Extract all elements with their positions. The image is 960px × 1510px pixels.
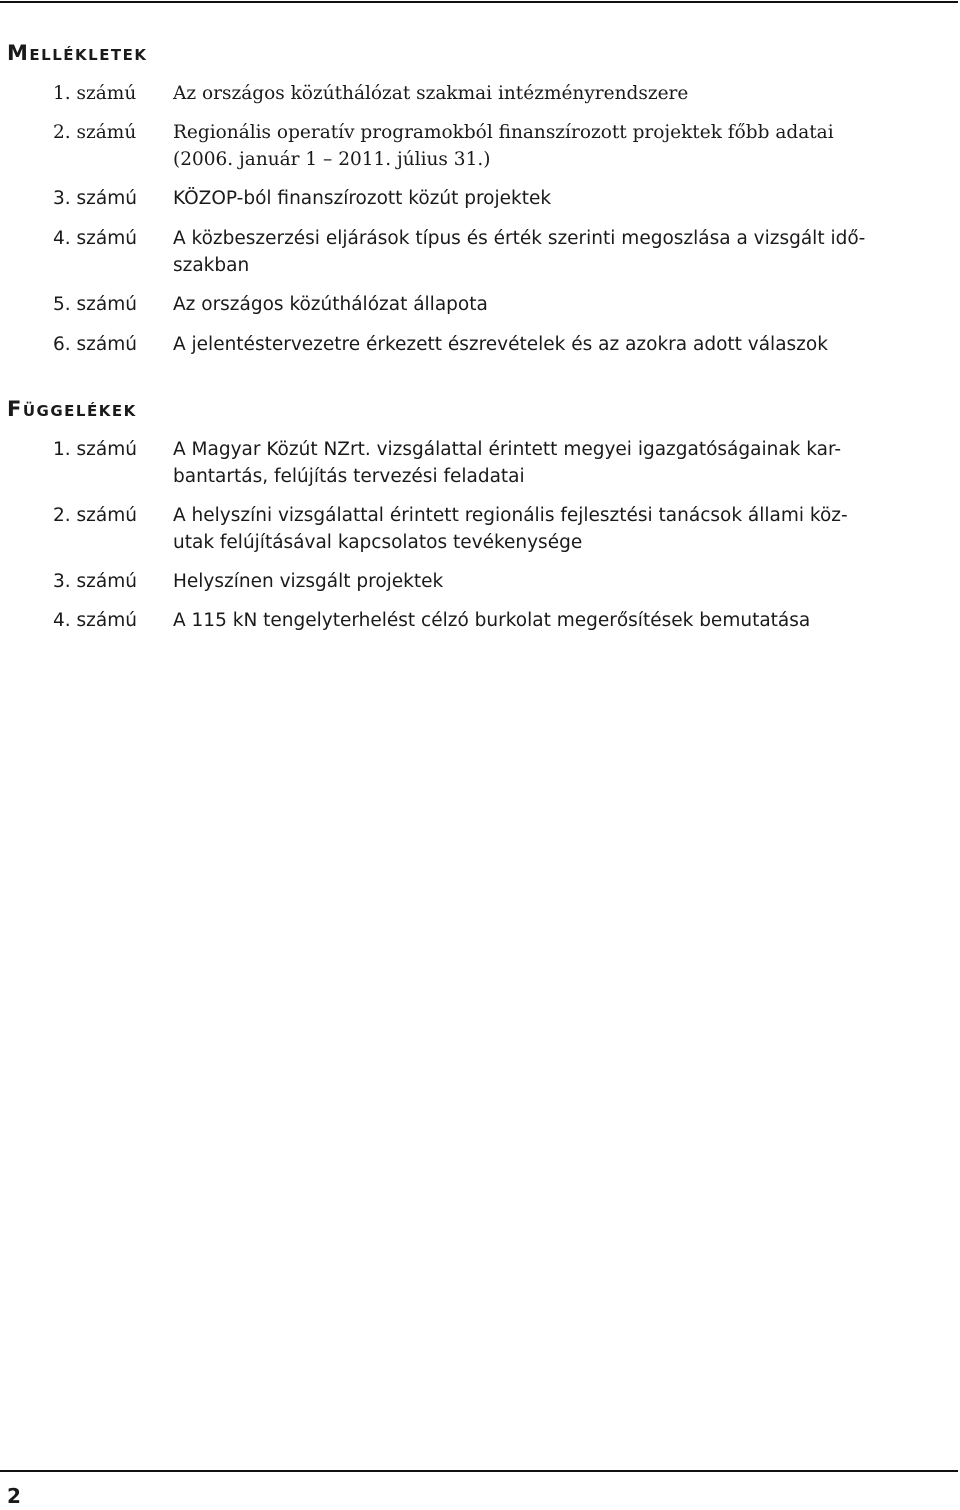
item-title-line: (2006. január 1 – 2011. július 31.) <box>173 149 491 170</box>
item-number: 3. számú <box>53 188 137 209</box>
item-title-line: utak felújításával kapcsolatos tevékenysége <box>173 532 583 553</box>
heading-fuggelekek: Függelékek <box>7 397 137 421</box>
item-title <box>173 185 933 212</box>
item-title <box>173 568 933 595</box>
item-title <box>173 80 933 107</box>
item-title <box>173 502 933 556</box>
item-title-line: A Magyar Közút NZrt. vizsgálattal érintett megyei igazgatóságainak kar- <box>173 439 842 460</box>
item-number: 2. számú <box>53 122 137 143</box>
item-title-line: bantartás, felújítás tervezési feladatai <box>173 466 525 487</box>
item-number: 4. számú <box>53 610 137 631</box>
item-number: 2. számú <box>53 505 137 526</box>
item-title-line: Regionális operatív programokból finanszírozott projektek főbb adatai <box>173 122 834 143</box>
item-title <box>173 331 933 358</box>
item-number: 4. számú <box>53 228 137 249</box>
item-number: 1. számú <box>53 83 137 104</box>
item-title <box>173 225 933 279</box>
item-title-line: szakban <box>173 255 250 276</box>
bottom-rule <box>0 1470 958 1472</box>
item-title-line: A helyszíni vizsgálattal érintett regionális fejlesztési tanácsok állami köz- <box>173 505 848 526</box>
item-title-line: Az országos közúthálózat szakmai intézményrendszere <box>173 83 689 104</box>
item-number: 3. számú <box>53 571 137 592</box>
item-title <box>173 119 933 173</box>
item-title-line: A jelentéstervezetre érkezett észrevételek és az azokra adott válaszok <box>173 334 828 355</box>
item-number: 6. számú <box>53 334 137 355</box>
page-number: 2 <box>7 1484 21 1508</box>
item-title-line: Helyszínen vizsgált projektek <box>173 571 444 592</box>
heading-mellekletek: Mellékletek <box>7 41 148 65</box>
item-title <box>173 291 933 318</box>
item-title <box>173 607 933 634</box>
item-title-line: Az országos közúthálózat állapota <box>173 294 488 315</box>
item-title <box>173 436 933 490</box>
item-number: 5. számú <box>53 294 137 315</box>
top-rule <box>0 1 958 3</box>
item-title-line: KÖZOP-ból finanszírozott közút projektek <box>173 188 552 209</box>
item-title-line: A közbeszerzési eljárások típus és érték szerinti megoszlása a vizsgált idő- <box>173 228 866 249</box>
item-title-line: A 115 kN tengelyterhelést célzó burkolat megerősítések bemutatása <box>173 610 811 631</box>
item-number: 1. számú <box>53 439 137 460</box>
